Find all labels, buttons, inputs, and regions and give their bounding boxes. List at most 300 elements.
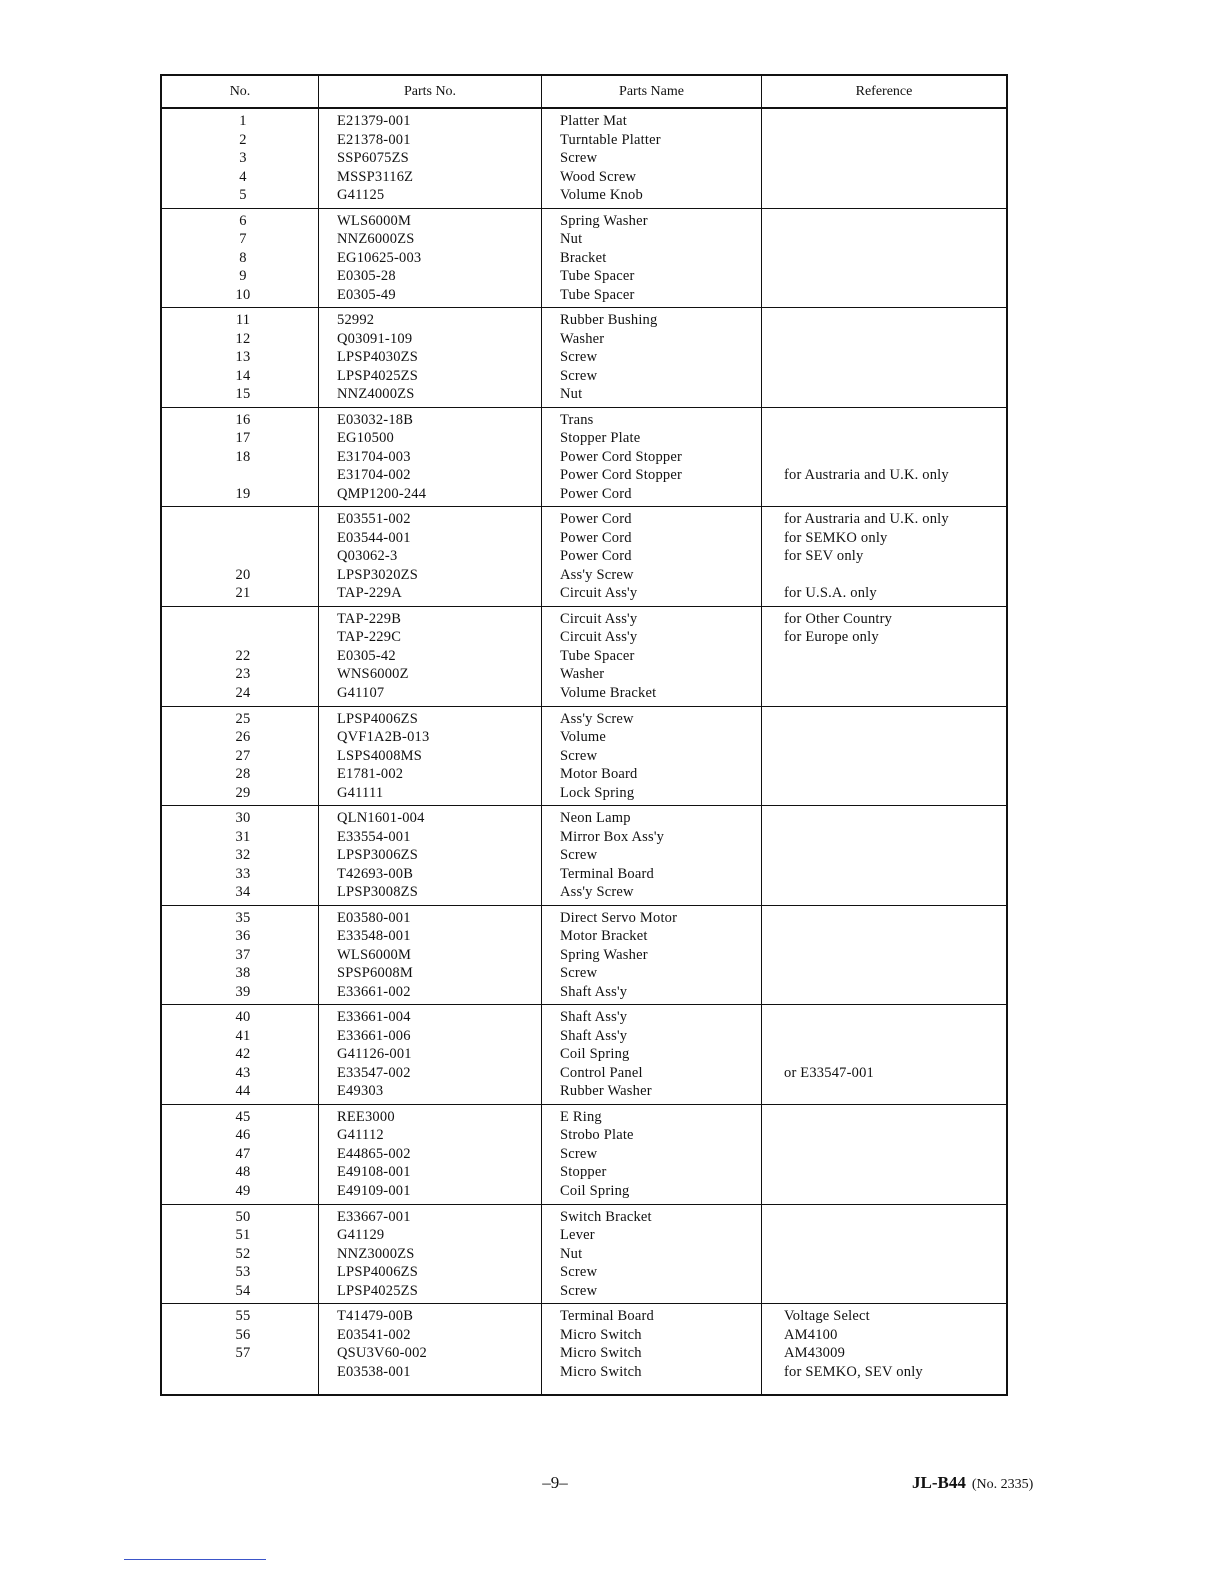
cell-reference: [784, 1245, 1006, 1264]
column-parts-no: [319, 507, 542, 606]
cell-reference: [784, 1163, 1006, 1182]
cell-parts-no: E03032-18B: [337, 411, 414, 428]
cell-parts-no: SPSP6008M: [337, 965, 413, 982]
cell-parts-no: G41112: [337, 1127, 384, 1144]
cell-no: 6: [239, 212, 247, 229]
column-ref: [762, 1205, 1006, 1304]
column-no: [162, 607, 319, 706]
cell-parts-no: WLS6000M: [337, 212, 412, 229]
column-parts-no: [319, 308, 542, 407]
cell-reference: for SEMKO, SEV only: [784, 1363, 923, 1380]
cell-parts-no: MSSP3116Z: [337, 168, 414, 185]
column-no: [162, 308, 319, 407]
cell-parts-no: G41129: [337, 1227, 385, 1244]
table-group: [162, 906, 1006, 1006]
cell-no: 9: [239, 268, 247, 285]
cell-reference: [784, 927, 1006, 946]
cell-reference: [784, 1226, 1006, 1245]
cell-no: 22: [235, 647, 251, 664]
cell-parts-no: EG10500: [337, 430, 394, 447]
cell-parts-no: E33661-004: [337, 1009, 411, 1026]
cell-no: 10: [235, 286, 251, 303]
column-parts-no: [319, 906, 542, 1005]
column-parts-no: [319, 1105, 542, 1204]
cell-parts-no: E31704-002: [337, 467, 411, 484]
cell-reference: [784, 765, 1006, 784]
cell-parts-name: Coil Spring: [560, 1046, 630, 1063]
column-parts-no: [319, 607, 542, 706]
cell-reference: [784, 348, 1006, 367]
cell-parts-no: E33548-001: [337, 928, 411, 945]
cell-reference: [784, 1282, 1006, 1301]
cell-reference: AM43009: [784, 1345, 846, 1362]
cell-parts-no: E0305-28: [337, 268, 396, 285]
cell-no: 53: [235, 1264, 251, 1281]
cell-reference: [784, 186, 1006, 205]
cell-reference: for Austraria and U.K. only: [784, 467, 949, 484]
column-no: [162, 1205, 319, 1304]
cell-reference: [784, 367, 1006, 386]
cell-parts-name: Control Panel: [560, 1064, 643, 1081]
cell-parts-name: Power Cord Stopper: [560, 448, 683, 465]
cell-parts-name: Neon Lamp: [560, 810, 631, 827]
cell-no: 33: [235, 865, 251, 882]
cell-no: 28: [235, 766, 251, 783]
cell-no: 21: [235, 585, 251, 602]
column-parts-no: [319, 408, 542, 507]
column-no: [162, 707, 319, 806]
cell-no: 31: [235, 828, 251, 845]
cell-no: 34: [235, 884, 251, 901]
cell-parts-name: Nut: [560, 1245, 583, 1262]
cell-parts-name: Power Cord: [560, 529, 632, 546]
footer-model: [912, 1473, 1033, 1493]
cell-parts-name: Screw: [560, 847, 598, 864]
cell-parts-no: Q03062-3: [337, 548, 398, 565]
cell-parts-no: E03544-001: [337, 529, 411, 546]
cell-parts-name: Terminal Board: [560, 1308, 654, 1325]
cell-reference: [784, 212, 1006, 231]
cell-no: 50: [235, 1208, 251, 1225]
cell-parts-no: 52992: [337, 312, 375, 329]
table-header: [162, 76, 1006, 109]
column-no: [162, 507, 319, 606]
cell-parts-name: Spring Washer: [560, 212, 648, 229]
cell-reference: or E33547-001: [784, 1064, 874, 1081]
cell-parts-name: Washer: [560, 666, 605, 683]
cell-no: 32: [235, 847, 251, 864]
cell-parts-no: E03580-001: [337, 909, 411, 926]
cell-parts-name: Tube Spacer: [560, 647, 635, 664]
cell-no: 30: [235, 810, 251, 827]
cell-no: 55: [235, 1308, 251, 1325]
column-name: [542, 607, 762, 706]
cell-parts-no: E49108-001: [337, 1164, 411, 1181]
cell-parts-no: QLN1601-004: [337, 810, 425, 827]
cell-no: 8: [239, 249, 247, 266]
cell-parts-name: Screw: [560, 1282, 598, 1299]
cell-reference: [784, 485, 1006, 504]
table-group: [162, 1005, 1006, 1105]
cell-no: [168, 1363, 318, 1382]
cell-parts-no: LPSP3008ZS: [337, 884, 418, 901]
cell-reference: [784, 168, 1006, 187]
cell-no: 49: [235, 1182, 251, 1199]
cell-reference: [784, 828, 1006, 847]
cell-no: 13: [235, 349, 251, 366]
cell-parts-name: Rubber Washer: [560, 1083, 652, 1100]
cell-parts-no: T42693-00B: [337, 865, 414, 882]
cell-no: 44: [235, 1083, 251, 1100]
cell-parts-name: Power Cord: [560, 485, 632, 502]
column-parts-no: [319, 806, 542, 905]
column-ref: [762, 806, 1006, 905]
column-ref: [762, 1304, 1006, 1394]
table-group: [162, 607, 1006, 707]
cell-reference: [784, 131, 1006, 150]
table-group: [162, 1205, 1006, 1305]
cell-no: 52: [235, 1245, 251, 1262]
cell-no: 15: [235, 386, 251, 403]
cell-parts-name: Screw: [560, 1145, 598, 1162]
cell-parts-no: E49109-001: [337, 1182, 411, 1199]
cell-parts-name: Shaft Ass'y: [560, 1009, 628, 1026]
column-ref: [762, 1105, 1006, 1204]
cell-reference: for SEMKO only: [784, 529, 888, 546]
column-name: [542, 209, 762, 308]
header-no: No.: [162, 76, 319, 107]
cell-parts-name: Mirror Box Ass'y: [560, 828, 665, 845]
cell-parts-name: Power Cord: [560, 548, 632, 565]
cell-parts-no: G41126-001: [337, 1046, 412, 1063]
cell-parts-no: LPSP4006ZS: [337, 1264, 418, 1281]
cell-reference: [784, 1027, 1006, 1046]
cell-no: [168, 628, 318, 647]
cell-parts-name: Screw: [560, 150, 598, 166]
cell-no: 45: [235, 1108, 251, 1125]
cell-reference: [784, 983, 1006, 1002]
column-name: [542, 308, 762, 407]
cell-reference: [784, 286, 1006, 305]
column-ref: [762, 1005, 1006, 1104]
column-parts-no: [319, 209, 542, 308]
table-group: [162, 806, 1006, 906]
cell-reference: AM4100: [784, 1326, 838, 1343]
cell-parts-name: Volume Bracket: [560, 684, 657, 701]
cell-reference: [784, 1182, 1006, 1201]
cell-no: 14: [235, 367, 251, 384]
cell-no: 41: [235, 1027, 251, 1044]
cell-parts-name: Screw: [560, 349, 598, 366]
cell-parts-no: LSPS4008MS: [337, 747, 423, 764]
cell-no: 17: [235, 430, 251, 447]
cell-parts-no: E33667-001: [337, 1208, 411, 1225]
column-ref: [762, 507, 1006, 606]
cell-no: 48: [235, 1164, 251, 1181]
cell-no: 47: [235, 1145, 251, 1162]
cell-no: 20: [235, 566, 251, 583]
cell-parts-no: NNZ6000ZS: [337, 231, 415, 248]
header-parts-no: Parts No.: [319, 76, 542, 107]
cell-no: 7: [239, 231, 247, 248]
cell-reference: for SEV only: [784, 548, 864, 565]
column-parts-no: [319, 1205, 542, 1304]
cell-reference: [784, 710, 1006, 729]
cell-parts-no: E44865-002: [337, 1145, 411, 1162]
column-no: [162, 1105, 319, 1204]
cell-parts-no: T41479-00B: [337, 1308, 414, 1325]
doc-number: (No. 2335): [971, 1477, 1034, 1492]
column-parts-no: [319, 1005, 542, 1104]
cell-no: 24: [235, 684, 251, 701]
cell-parts-no: E03551-002: [337, 511, 411, 528]
column-name: [542, 109, 762, 208]
cell-parts-name: Ass'y Screw: [560, 884, 634, 901]
cell-parts-no: EG10625-003: [337, 249, 422, 266]
cell-parts-no: NNZ4000ZS: [337, 386, 415, 403]
cell-parts-no: E21378-001: [337, 131, 411, 148]
cell-no: 16: [235, 411, 251, 428]
column-no: [162, 1304, 319, 1394]
cell-no: 38: [235, 965, 251, 982]
cell-parts-name: Tube Spacer: [560, 268, 635, 285]
cell-reference: [784, 448, 1006, 467]
cell-parts-name: Micro Switch: [560, 1326, 642, 1343]
table-group: [162, 109, 1006, 209]
cell-parts-no: WNS6000Z: [337, 666, 409, 683]
cell-parts-name: Rubber Bushing: [560, 312, 658, 329]
cell-reference: [784, 230, 1006, 249]
cell-parts-name: Circuit Ass'y: [560, 610, 638, 627]
cell-no: 56: [235, 1326, 251, 1343]
cell-parts-name: Stopper Plate: [560, 430, 641, 447]
cell-reference: [784, 330, 1006, 349]
cell-no: 51: [235, 1227, 251, 1244]
cell-parts-no: REE3000: [337, 1108, 395, 1125]
column-ref: [762, 707, 1006, 806]
cell-parts-no: SSP6075ZS: [337, 150, 409, 166]
cell-parts-name: Volume Knob: [560, 187, 643, 203]
cell-parts-name: E Ring: [560, 1108, 602, 1125]
cell-parts-no: E0305-42: [337, 647, 396, 664]
cell-parts-no: QVF1A2B-013: [337, 729, 430, 746]
cell-parts-no: G41111: [337, 784, 384, 801]
table-group: [162, 209, 1006, 309]
column-no: [162, 906, 319, 1005]
cell-reference: [784, 883, 1006, 902]
cell-parts-name: Motor Bracket: [560, 928, 648, 945]
cell-no: 37: [235, 946, 251, 963]
cell-parts-name: Ass'y Screw: [560, 566, 634, 583]
cell-parts-no: TAP-229C: [337, 629, 402, 646]
cell-reference: for Austraria and U.K. only: [784, 511, 949, 528]
cell-no: 54: [235, 1282, 251, 1299]
cell-reference: [784, 1008, 1006, 1027]
cell-reference: [784, 665, 1006, 684]
cell-parts-no: WLS6000M: [337, 946, 412, 963]
cell-parts-name: Circuit Ass'y: [560, 585, 638, 602]
column-ref: [762, 109, 1006, 208]
column-no: [162, 209, 319, 308]
cell-parts-no: E33661-006: [337, 1027, 411, 1044]
cell-reference: [784, 411, 1006, 430]
cell-parts-no: E0305-49: [337, 286, 396, 303]
cell-no: [168, 510, 318, 529]
cell-parts-name: Washer: [560, 330, 605, 347]
column-name: [542, 408, 762, 507]
cell-parts-name: Nut: [560, 386, 583, 403]
cell-parts-name: Turntable Platter: [560, 131, 661, 148]
table-group: [162, 707, 1006, 807]
column-ref: [762, 209, 1006, 308]
cell-no: 5: [239, 187, 247, 203]
column-name: [542, 1005, 762, 1104]
column-ref: [762, 906, 1006, 1005]
cell-parts-no: Q03091-109: [337, 330, 413, 347]
column-name: [542, 1105, 762, 1204]
cell-no: 19: [235, 485, 251, 502]
column-no: [162, 1005, 319, 1104]
cell-parts-name: Power Cord: [560, 511, 632, 528]
column-parts-no: [319, 1304, 542, 1394]
cell-no: 36: [235, 928, 251, 945]
table-group: [162, 507, 1006, 607]
table-group: [162, 1105, 1006, 1205]
cell-parts-name: Micro Switch: [560, 1345, 642, 1362]
cell-reference: [784, 809, 1006, 828]
column-ref: [762, 607, 1006, 706]
model-name: JL-B44: [912, 1473, 966, 1492]
cell-parts-name: Power Cord Stopper: [560, 467, 683, 484]
cell-parts-no: LPSP4030ZS: [337, 349, 418, 366]
cell-parts-name: Trans: [560, 411, 594, 428]
cell-parts-name: Screw: [560, 1264, 598, 1281]
column-ref: [762, 408, 1006, 507]
cell-parts-no: NNZ3000ZS: [337, 1245, 415, 1262]
column-name: [542, 906, 762, 1005]
cell-reference: [784, 311, 1006, 330]
cell-parts-name: Screw: [560, 747, 598, 764]
column-no: [162, 408, 319, 507]
cell-reference: for U.S.A. only: [784, 585, 877, 602]
cell-parts-name: Platter Mat: [560, 113, 628, 129]
cell-no: [168, 610, 318, 629]
cell-parts-no: E33547-002: [337, 1064, 411, 1081]
cell-reference: [784, 1145, 1006, 1164]
cell-no: 23: [235, 666, 251, 683]
cell-no: 26: [235, 729, 251, 746]
cell-parts-name: Terminal Board: [560, 865, 654, 882]
cell-parts-no: LPSP3020ZS: [337, 566, 418, 583]
cell-no: [168, 529, 318, 548]
cell-parts-name: Motor Board: [560, 766, 638, 783]
cell-parts-name: Ass'y Screw: [560, 710, 634, 727]
cell-no: 1: [239, 113, 247, 129]
cell-reference: for Other Country: [784, 610, 893, 627]
cell-parts-name: Screw: [560, 367, 598, 384]
cell-no: 4: [239, 168, 247, 185]
cell-parts-no: E31704-003: [337, 448, 411, 465]
cell-no: 2: [239, 131, 247, 148]
table-body: [162, 109, 1006, 1394]
header-reference: Reference: [855, 83, 913, 99]
table-group: [162, 408, 1006, 508]
cell-parts-name: Stopper: [560, 1164, 607, 1181]
cell-parts-no: E49303: [337, 1083, 384, 1100]
cell-no: 11: [235, 312, 251, 329]
cell-parts-no: LPSP4025ZS: [337, 1282, 418, 1299]
cell-no: 46: [235, 1127, 251, 1144]
cell-no: 25: [235, 710, 251, 727]
cell-parts-name: Micro Switch: [560, 1363, 642, 1380]
footnote-rule: [124, 1559, 266, 1560]
cell-reference: [784, 149, 1006, 168]
cell-parts-name: Strobo Plate: [560, 1127, 634, 1144]
table-group: [162, 1304, 1006, 1394]
cell-no: 3: [239, 150, 247, 166]
parts-table: [160, 74, 1008, 1396]
cell-reference: [784, 1108, 1006, 1127]
cell-parts-no: E03541-002: [337, 1326, 411, 1343]
cell-reference: [784, 249, 1006, 268]
cell-parts-name: Shaft Ass'y: [560, 1027, 628, 1044]
cell-parts-no: TAP-229B: [337, 610, 402, 627]
cell-reference: [784, 566, 1006, 585]
table-group: [162, 308, 1006, 408]
column-name: [542, 806, 762, 905]
cell-parts-name: Bracket: [560, 249, 607, 266]
column-no: [162, 806, 319, 905]
cell-parts-no: E1781-002: [337, 766, 404, 783]
cell-reference: [784, 112, 1006, 131]
cell-no: 35: [235, 909, 251, 926]
cell-parts-no: LPSP4025ZS: [337, 367, 418, 384]
cell-parts-no: G41107: [337, 684, 385, 701]
cell-reference: [784, 946, 1006, 965]
cell-parts-name: Coil Spring: [560, 1182, 630, 1199]
cell-parts-name: Volume: [560, 729, 607, 746]
cell-parts-name: Lever: [560, 1227, 595, 1244]
column-name: [542, 507, 762, 606]
cell-reference: [784, 1045, 1006, 1064]
cell-parts-no: QSU3V60-002: [337, 1345, 428, 1362]
cell-reference: [784, 385, 1006, 404]
cell-reference: for Europe only: [784, 629, 879, 646]
cell-no: [168, 547, 318, 566]
cell-no: 12: [235, 330, 251, 347]
cell-parts-name: Wood Screw: [560, 168, 637, 185]
cell-parts-no: E21379-001: [337, 113, 411, 129]
cell-parts-no: LPSP3006ZS: [337, 847, 418, 864]
cell-parts-no: E33554-001: [337, 828, 411, 845]
column-ref: [762, 308, 1006, 407]
cell-no: 43: [235, 1064, 251, 1081]
column-parts-no: [319, 109, 542, 208]
cell-parts-no: G41125: [337, 187, 385, 203]
cell-parts-no: E33661-002: [337, 983, 411, 1000]
cell-parts-name: Tube Spacer: [560, 286, 635, 303]
cell-parts-name: Shaft Ass'y: [560, 983, 628, 1000]
cell-reference: [784, 1126, 1006, 1145]
cell-parts-name: Switch Bracket: [560, 1208, 652, 1225]
cell-reference: [784, 909, 1006, 928]
cell-reference: [784, 1082, 1006, 1101]
column-name: [542, 1304, 762, 1394]
cell-parts-name: Nut: [560, 231, 583, 248]
cell-reference: Voltage Select: [784, 1308, 870, 1325]
cell-parts-no: LPSP4006ZS: [337, 710, 418, 727]
cell-parts-name: Direct Servo Motor: [560, 909, 678, 926]
